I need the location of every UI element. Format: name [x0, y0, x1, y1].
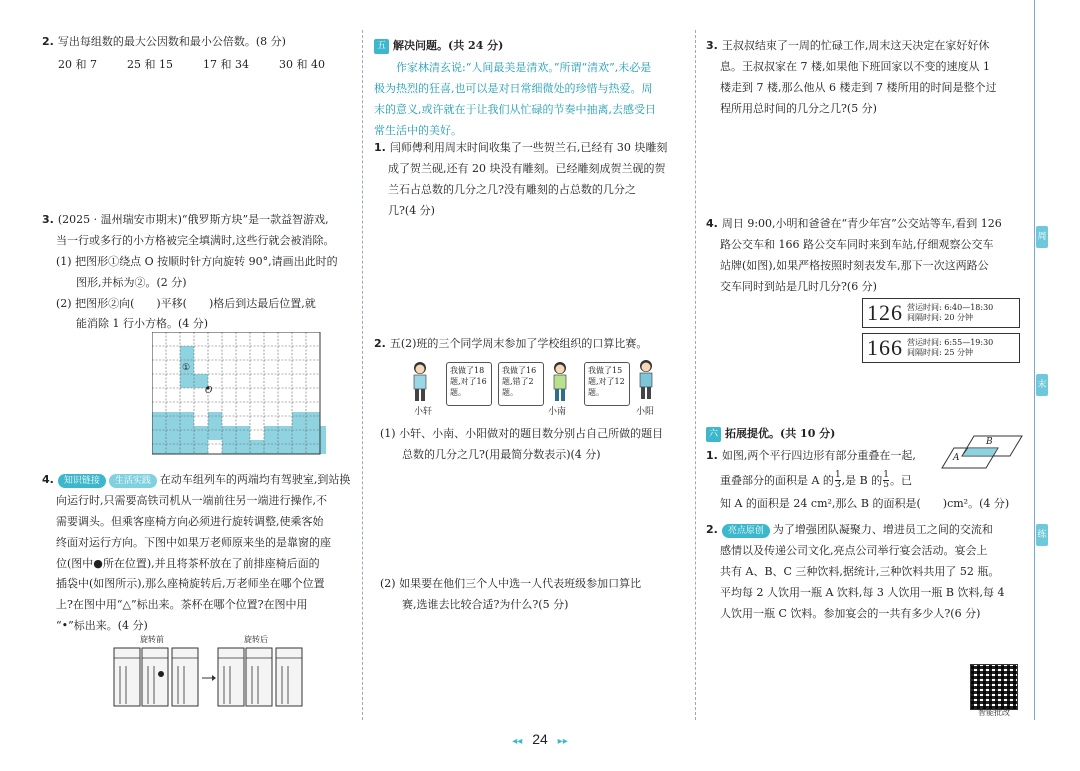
tag-badge: 知识链接 — [58, 474, 106, 488]
section-title: 拓展提优。(共 10 分) — [725, 427, 836, 440]
shape-b-label: B — [986, 437, 993, 447]
question-text: 人饮用一瓶 C 饮料。参加宴会的一共有多少人?(6 分) — [720, 606, 981, 620]
question-text: 交车同时到站是几时几分?(6 分) — [720, 279, 877, 293]
number-pair: 25 和 15 — [127, 57, 173, 71]
question-text: 插袋中(如图所示),那么座椅旋转后,万老师坐在哪个位置 — [56, 577, 325, 591]
question-text: 息。王叔叔家在 7 楼,如果他下班回家以不变的速度从 1 — [720, 59, 990, 73]
question-text: 写出每组数的最大公因数和最小公倍数。(8 分) — [57, 35, 286, 48]
question-number: 1. — [374, 141, 386, 154]
seat-rotation-diagram — [112, 644, 322, 710]
intro-line: 常生活中的美好。 — [374, 123, 462, 137]
bus-interval: 间隔时间: 25 分钟 — [907, 348, 973, 357]
numerator: 1 — [883, 470, 889, 481]
sub-question-text: 总数的几分之几?(用最简分数表示)(4 分) — [402, 447, 601, 461]
side-tab: 末 — [1036, 374, 1048, 396]
number-pair: 30 和 40 — [279, 57, 325, 71]
intro-line: 极为热烈的狂喜,也可以是对日常细微处的珍惜与热爱。周 — [374, 81, 653, 95]
extension-2 — [706, 520, 1026, 624]
fraction-one-fifth — [883, 471, 889, 490]
question-number: 4. — [42, 473, 54, 486]
speech-bubble: 我做了16题,错了2题。 — [498, 362, 544, 406]
section-intro — [374, 58, 694, 142]
bus-number: 166 — [867, 335, 903, 361]
question-text: 重叠部分的面积是 A 的 — [720, 473, 834, 487]
question-text: 需要调头。但乘客座椅方向必须进行旋转调整,使乘客始 — [56, 514, 324, 528]
question-number: 2. — [706, 523, 718, 536]
question-number: 1. — [706, 449, 718, 462]
bus-hours: 营运时间: 6:55—19:30 — [907, 337, 994, 347]
denominator: 3 — [834, 480, 841, 491]
question-number: 3. — [706, 39, 718, 52]
sub-question-2 — [380, 574, 696, 616]
qr-label: 智能批改 — [978, 708, 1010, 717]
intro-line: 末的意义,或许就在于让我们从忙碌的节奏中抽离,去感受日 — [374, 102, 656, 116]
question-text: 当一行或多行的小方格被完全填满时,这些行就会被消除。 — [56, 233, 335, 247]
question-text: 几?(4 分) — [388, 203, 435, 217]
question-text: 兰石占总数的几分之几?没有雕刻的占总数的几分之 — [388, 182, 636, 196]
after-label: 旋转后 — [244, 635, 268, 644]
kid-xiaonan — [550, 360, 570, 404]
question-text: 路公交车和 166 路公交车同时来到车站,仔细观察公交车 — [720, 237, 994, 251]
question-text: 感情以及传递公司文化,亮点公司举行宴会活动。宴会上 — [720, 543, 988, 557]
bus-sign-126 — [862, 298, 1020, 328]
side-tab: 周 — [1036, 226, 1048, 248]
question-text: 平均每 2 人饮用一瓶 A 饮料,每 3 人饮用一瓶 B 饮料,每 4 — [720, 585, 1005, 599]
page-footer — [0, 726, 1080, 753]
number-pair: 20 和 7 — [58, 57, 97, 71]
sub-question-text: (1) 小轩、小南、小阳做对的题目数分别占自己所做的题目 — [380, 427, 664, 440]
sub-question-text: 赛,选谁去比较合适?为什么?(5 分) — [402, 597, 569, 611]
question-text: “•”标出来。(4 分) — [56, 619, 148, 633]
page-number: 24 — [532, 731, 548, 747]
question-2 — [42, 32, 354, 76]
numerator: 1 — [834, 470, 841, 481]
question-2 — [374, 334, 694, 355]
kid-name: 小南 — [548, 407, 567, 417]
fraction-one-third — [835, 471, 841, 490]
bus-sign-166 — [862, 333, 1020, 363]
question-text: 向运行时,只需要高铁司机从一端前往另一端进行操作,不 — [56, 493, 327, 507]
next-arrows-icon: ▸▸ — [557, 736, 568, 747]
section-badge: 五 — [374, 39, 389, 54]
sub-question-text: (1) 把图形①绕点 O 按顺时针方向旋转 90°,请画出此时的 — [56, 254, 338, 268]
denominator: 5 — [883, 480, 889, 491]
speech-bubble: 我做了15题,对了12题。 — [584, 362, 630, 406]
sub-question-text: (2) 如果要在他们三个人中选一人代表班级参加口算比 — [380, 577, 642, 590]
bus-hours: 营运时间: 6:40—18:30 — [907, 302, 994, 312]
question-text: 上?在图中用“△”标出来。茶杯在哪个位置?在图中用 — [56, 598, 308, 612]
side-strip — [1034, 0, 1046, 720]
question-1 — [374, 138, 694, 222]
sub-question-text: 能消除 1 行小方格。(4 分) — [76, 317, 209, 331]
question-text: 成了贺兰砚,还有 20 块没有雕刻。已经雕刻成贺兰砚的贺 — [388, 161, 666, 175]
kid-name: 小阳 — [636, 407, 655, 417]
speech-bubble: 我做了18题,对了16题。 — [446, 362, 492, 406]
question-text: 五(2)班的三个同学周末参加了学校组织的口算比赛。 — [389, 337, 648, 350]
question-text: 周日 9:00,小明和爸爸在“青少年宫”公交站等车,看到 126 — [721, 217, 1002, 230]
qr-code — [970, 664, 1018, 710]
question-4 — [706, 214, 1026, 298]
kid-xiaoxuan — [410, 360, 430, 404]
tag-badge: 生活实践 — [109, 474, 157, 488]
question-number: 2. — [374, 337, 386, 350]
question-text: 位(图中●所在位置),并且将茶杯放在了前排座椅后面的 — [56, 556, 320, 570]
question-3 — [706, 36, 1026, 120]
sub-question-text: 图形,并标为②。(2 分) — [76, 275, 187, 289]
shape-label: ① — [182, 363, 191, 373]
section-title: 解决问题。(共 24 分) — [393, 39, 504, 52]
extension-1 — [706, 446, 934, 492]
intro-line: 作家林清玄说:“人间最美是清欢。”所谓“清欢”,未必是 — [396, 61, 652, 74]
question-3 — [42, 210, 360, 335]
tetris-grid — [152, 332, 326, 466]
point-label: O — [205, 386, 213, 396]
question-text: 王叔叔结束了一周的忙碌工作,周末这天决定在家好好休 — [721, 39, 990, 52]
number-pair: 17 和 34 — [203, 57, 249, 71]
sub-question-text: (2) 把图形②向( )平移( )格后到达最后位置,就 — [56, 296, 316, 310]
question-text: 如图,两个平行四边形有部分重叠在一起, — [721, 449, 916, 462]
kid-xiaoyang — [636, 358, 656, 402]
question-4 — [42, 470, 360, 637]
tag-badge: 亮点原创 — [722, 524, 770, 538]
question-number: 4. — [706, 217, 718, 230]
shape-a-label: A — [953, 453, 960, 463]
left-column — [0, 0, 360, 720]
section-five-header — [374, 36, 692, 57]
question-number: 3. — [42, 213, 54, 226]
middle-column — [362, 0, 694, 720]
question-text: 为了增强团队凝聚力、增进员工之间的交流和 — [772, 523, 993, 536]
question-text: 楼走到 7 楼,那么他从 6 楼走到 7 楼所用的时间是整个过 — [720, 80, 997, 94]
bus-interval: 间隔时间: 20 分钟 — [907, 313, 973, 322]
question-text: 程所用总时间的几分之几?(5 分) — [720, 101, 877, 115]
question-text: 。已 — [889, 473, 912, 487]
question-text: 在动车组列车的两端均有驾驶室,到站换 — [159, 473, 351, 486]
question-text: ,是 B 的 — [841, 473, 883, 487]
question-text: 共有 A、B、C 三种饮料,据统计,三种饮料共用了 52 瓶。 — [720, 564, 1000, 578]
question-text: 站牌(如图),如果严格按照时刻表发车,那下一次这两路公 — [720, 258, 989, 272]
bus-number: 126 — [867, 300, 903, 326]
question-text: 终面对运行方向。下图中如果万老师原来坐的是靠窗的座 — [56, 535, 331, 549]
side-tab: 练 — [1036, 524, 1048, 546]
kid-name: 小轩 — [414, 407, 433, 417]
question-number: 2. — [42, 35, 54, 48]
prev-arrows-icon: ◂◂ — [512, 736, 523, 747]
before-label: 旋转前 — [140, 635, 164, 644]
question-text: (2025 · 温州瑞安市期末)“俄罗斯方块”是一款益智游戏, — [57, 213, 329, 226]
section-badge: 六 — [706, 427, 721, 442]
question-text: 知 A 的面积是 24 cm²,那么 B 的面积是( )cm²。(4 分) — [720, 497, 1010, 510]
question-text: 闫师傅利用周末时间收集了一些贺兰石,已经有 30 块雕刻 — [389, 141, 668, 154]
sub-question-1 — [380, 424, 696, 466]
